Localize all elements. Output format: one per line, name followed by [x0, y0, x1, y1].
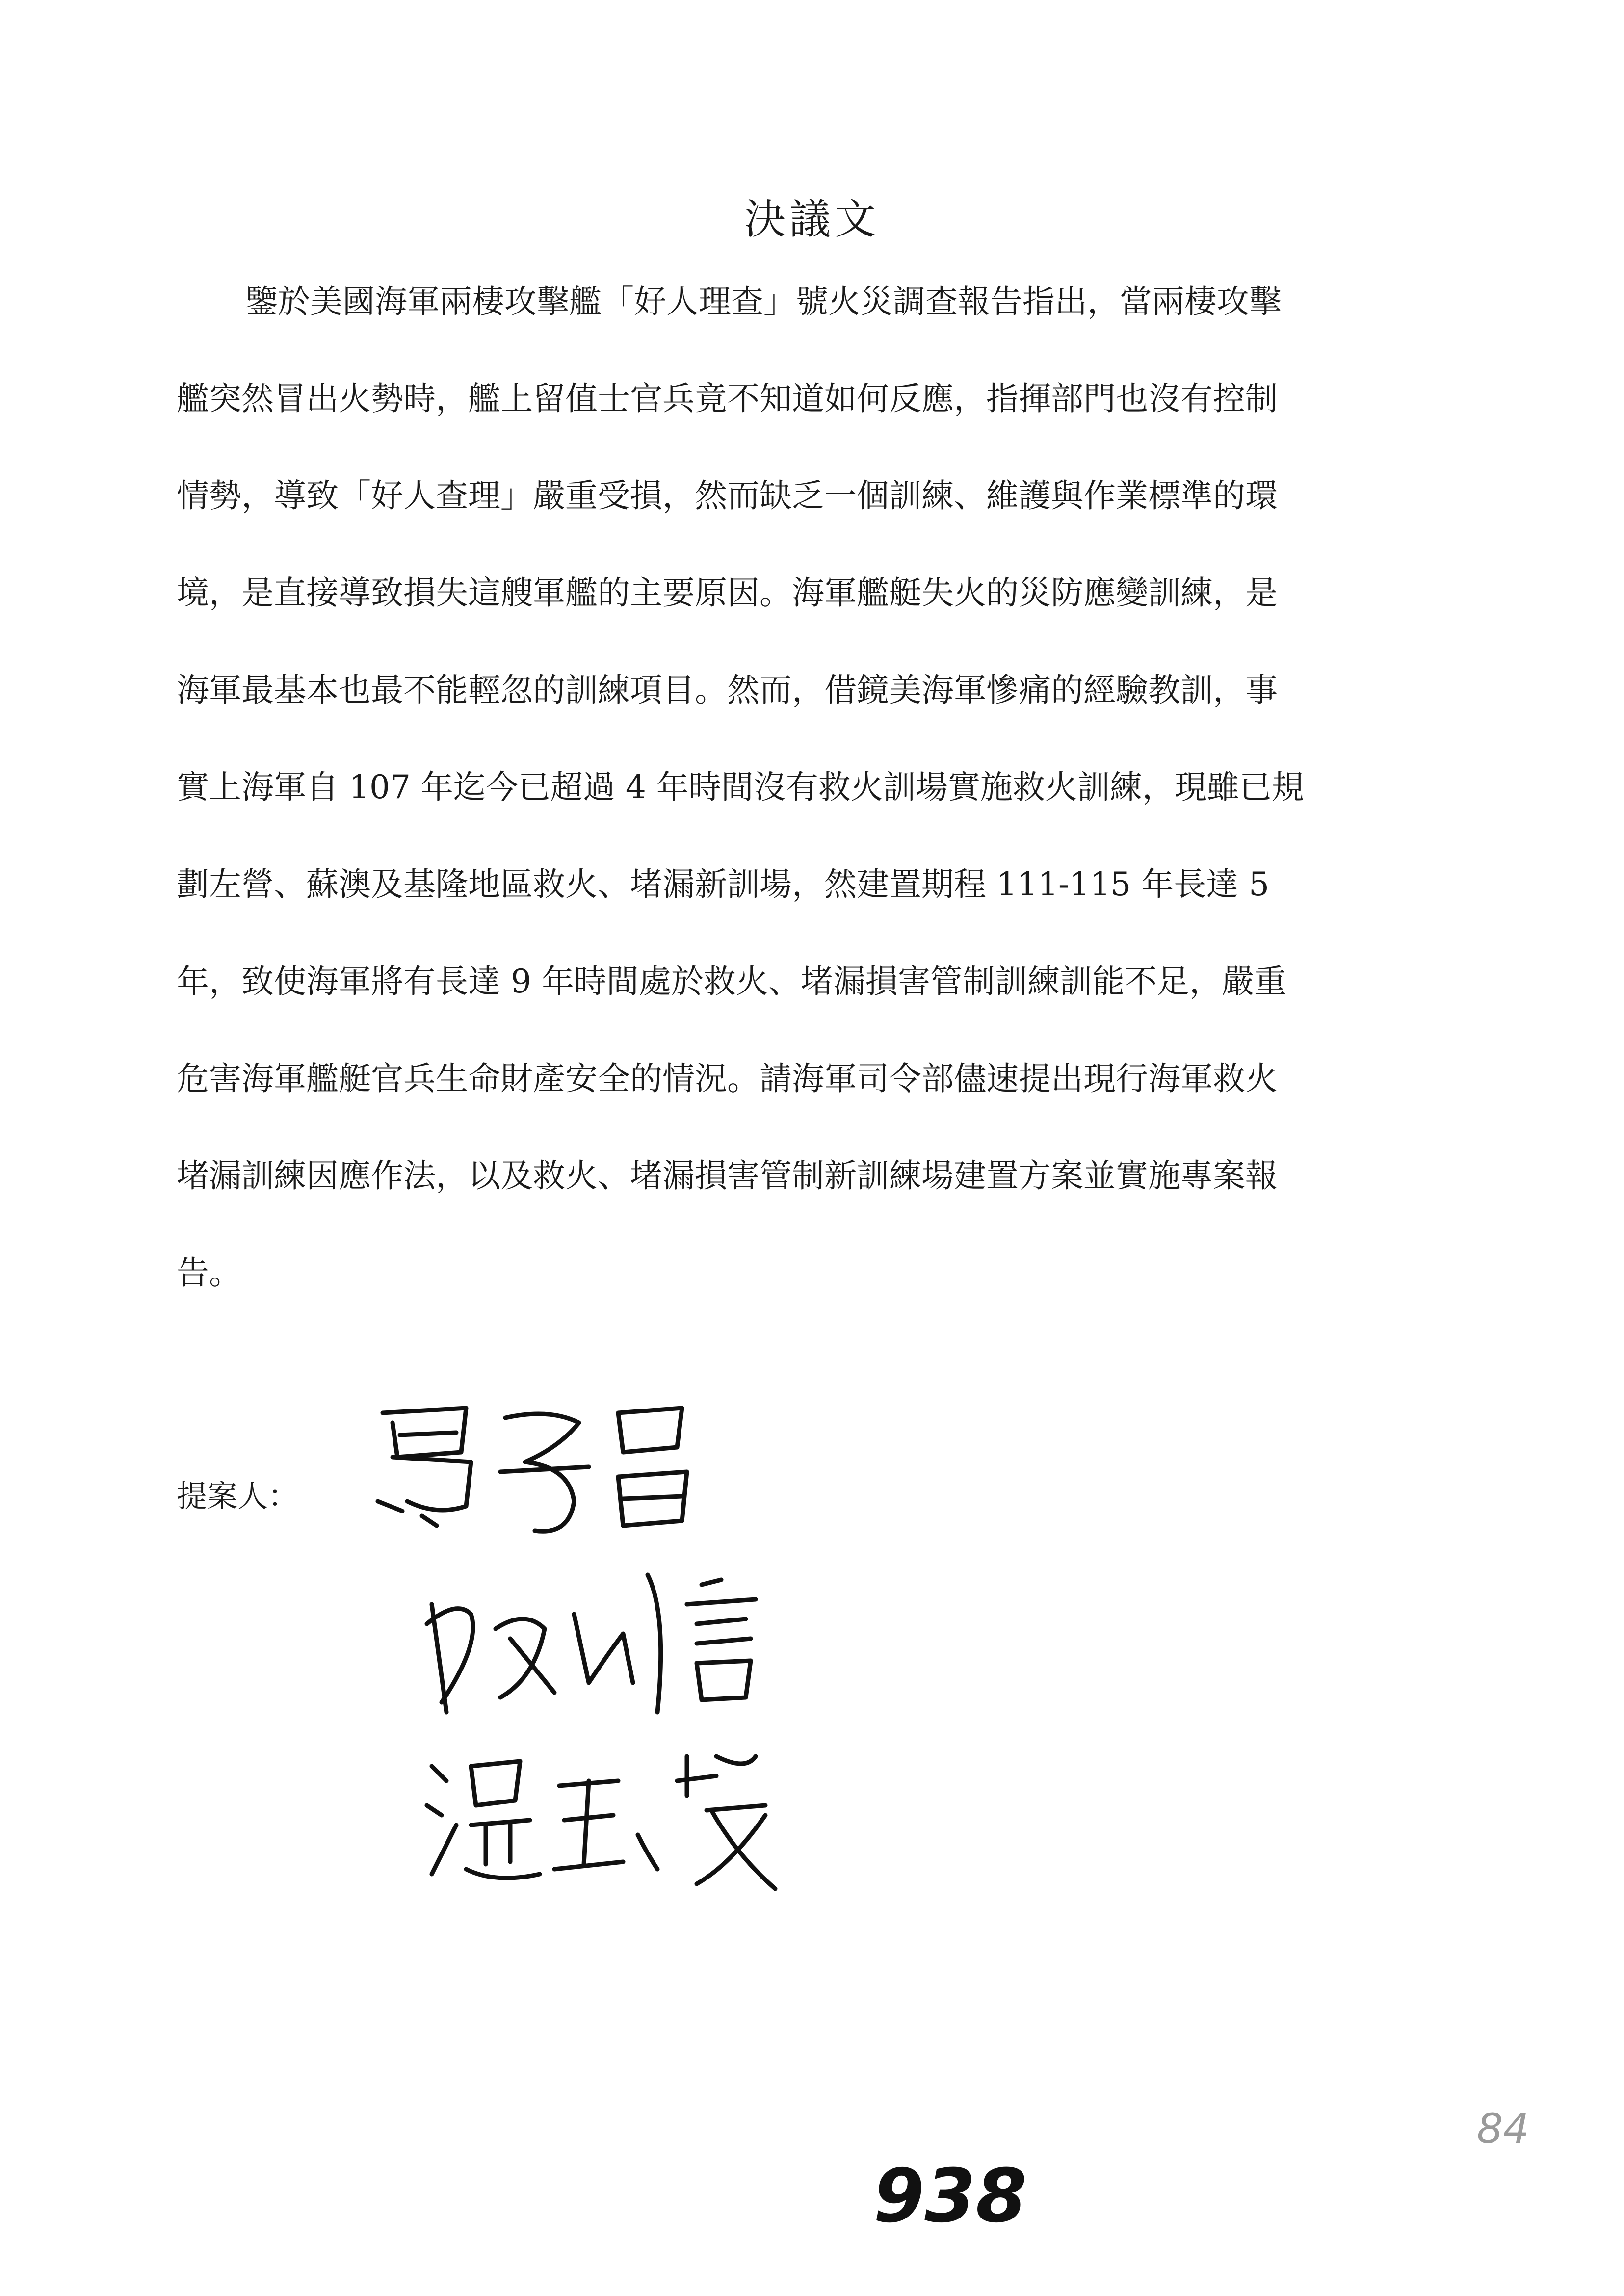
body-line-2: 艦突然冒出火勢時，艦上留值士官兵竟不知道如何反應，指揮部門也沒有控制: [177, 380, 1278, 417]
body-line-9: 危害海軍艦艇官兵生命財產安全的情況。請海軍司令部儘速提出現行海軍救火: [177, 1060, 1278, 1097]
body-line-8: 年，致使海軍將有長達 9 年時間處於救火、堵漏損害管制訓練訓能不足，嚴重: [177, 963, 1286, 1000]
body-line-6: 實上海軍自 107 年迄今已超過 4 年時間沒有救火訓場實施救火訓練，現雖已規: [177, 768, 1304, 806]
signature-2: [412, 1555, 785, 1722]
body-line-4: 境，是直接導致損失這艘軍艦的主要原因。海軍艦艇失火的災防應變訓練，是: [177, 574, 1278, 612]
corner-page-number: 84: [1477, 2105, 1529, 2153]
body-line-10: 堵漏訓練因應作法，以及救火、堵漏損害管制新訓練場建置方案並實施專案報: [177, 1157, 1278, 1195]
body-line-1: 鑒於美國海軍兩棲攻擊艦「好人理查」號火災調查報告指出，當兩棲攻擊: [245, 283, 1282, 320]
body-line-7: 劃左營、蘇澳及基隆地區救火、堵漏新訓場，然建置期程 111-115 年長達 5: [177, 865, 1270, 903]
signature-block: [363, 1393, 854, 1933]
document-title: 決議文: [744, 195, 880, 243]
body-line-11: 告。: [177, 1254, 241, 1292]
body-line-5: 海軍最基本也最不能輕忽的訓練項目。然而，借鏡美海軍慘痛的經驗教訓，事: [177, 671, 1278, 709]
page-number: 938: [873, 2154, 1027, 2239]
body-line-3: 情勢，導致「好人查理」嚴重受損，然而缺乏一個訓練、維護與作業標準的環: [177, 477, 1278, 515]
signature-3: [412, 1737, 785, 1904]
signature-1: [363, 1393, 707, 1555]
proposer-label: 提案人：: [177, 1478, 299, 1514]
